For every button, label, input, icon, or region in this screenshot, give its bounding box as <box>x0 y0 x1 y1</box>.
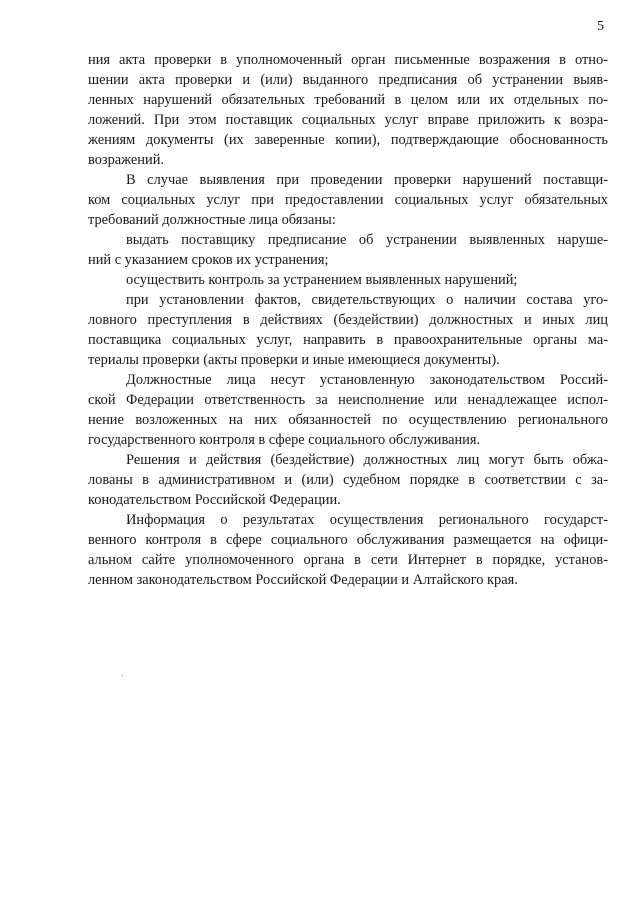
document-body <box>88 50 608 590</box>
text-line: лованы в административном и (или) судебном порядке в соответствии с за- <box>88 472 608 488</box>
text-line: возражений. <box>88 152 165 168</box>
text-line: поставщика социальных услуг, направить в правоохранительные органы ма- <box>88 332 608 348</box>
text-line: Должностные лица несут установленную законодательством Россий- <box>126 372 608 388</box>
scan-artifact <box>122 675 123 676</box>
text-line: Информация о результатах осуществления регионального государст- <box>126 512 608 528</box>
text-line: ской Федерации ответственность за неисполнение или ненадлежащее испол- <box>88 392 608 408</box>
text-line: конодательством Российской Федерации. <box>88 492 341 508</box>
text-line: ния акта проверки в уполномоченный орган письменные возражения в отно- <box>88 52 608 68</box>
text-line: ленном законодательством Российской Федерации и Алтайского края. <box>88 572 518 588</box>
text-line: ленных нарушений обязательных требований в целом или их отдельных по- <box>88 92 608 108</box>
text-line: государственного контроля в сфере социального обслуживания. <box>88 432 481 448</box>
text-line: ний с указанием сроков их устранения; <box>88 252 329 268</box>
text-line: нение возложенных на них обязанностей по осуществлению регионального <box>88 412 608 428</box>
text-line: ложений. При этом поставщик социальных услуг вправе приложить к возра- <box>88 112 608 128</box>
text-line: жениям документы (их заверенные копии), подтверждающие обоснованность <box>88 132 608 148</box>
text-line: выдать поставщику предписание об устранении выявленных наруше- <box>126 232 608 248</box>
text-line: при установлении фактов, свидетельствующих о наличии состава уго- <box>126 292 608 308</box>
text-line: шении акта проверки и (или) выданного предписания об устранении выяв- <box>88 72 608 88</box>
page-number: 5 <box>597 19 604 34</box>
text-line: ловного преступления в действиях (бездействии) должностных и иных лиц <box>88 312 608 328</box>
text-line: осуществить контроль за устранением выявленных нарушений; <box>126 272 518 288</box>
text-line: венного контроля в сфере социального обслуживания размещается на офици- <box>88 532 608 548</box>
text-line: В случае выявления при проведении проверки нарушений поставщи- <box>126 172 608 188</box>
text-line: Решения и действия (бездействие) должностных лиц могут быть обжа- <box>126 452 608 468</box>
text-line: ком социальных услуг при предоставлении социальных услуг обязательных <box>88 192 608 208</box>
text-line: альном сайте уполномоченного органа в сети Интернет в порядке, установ- <box>88 552 608 568</box>
text-line: требований должностные лица обязаны: <box>88 212 336 228</box>
text-line: териалы проверки (акты проверки и иные имеющиеся документы). <box>88 352 500 368</box>
